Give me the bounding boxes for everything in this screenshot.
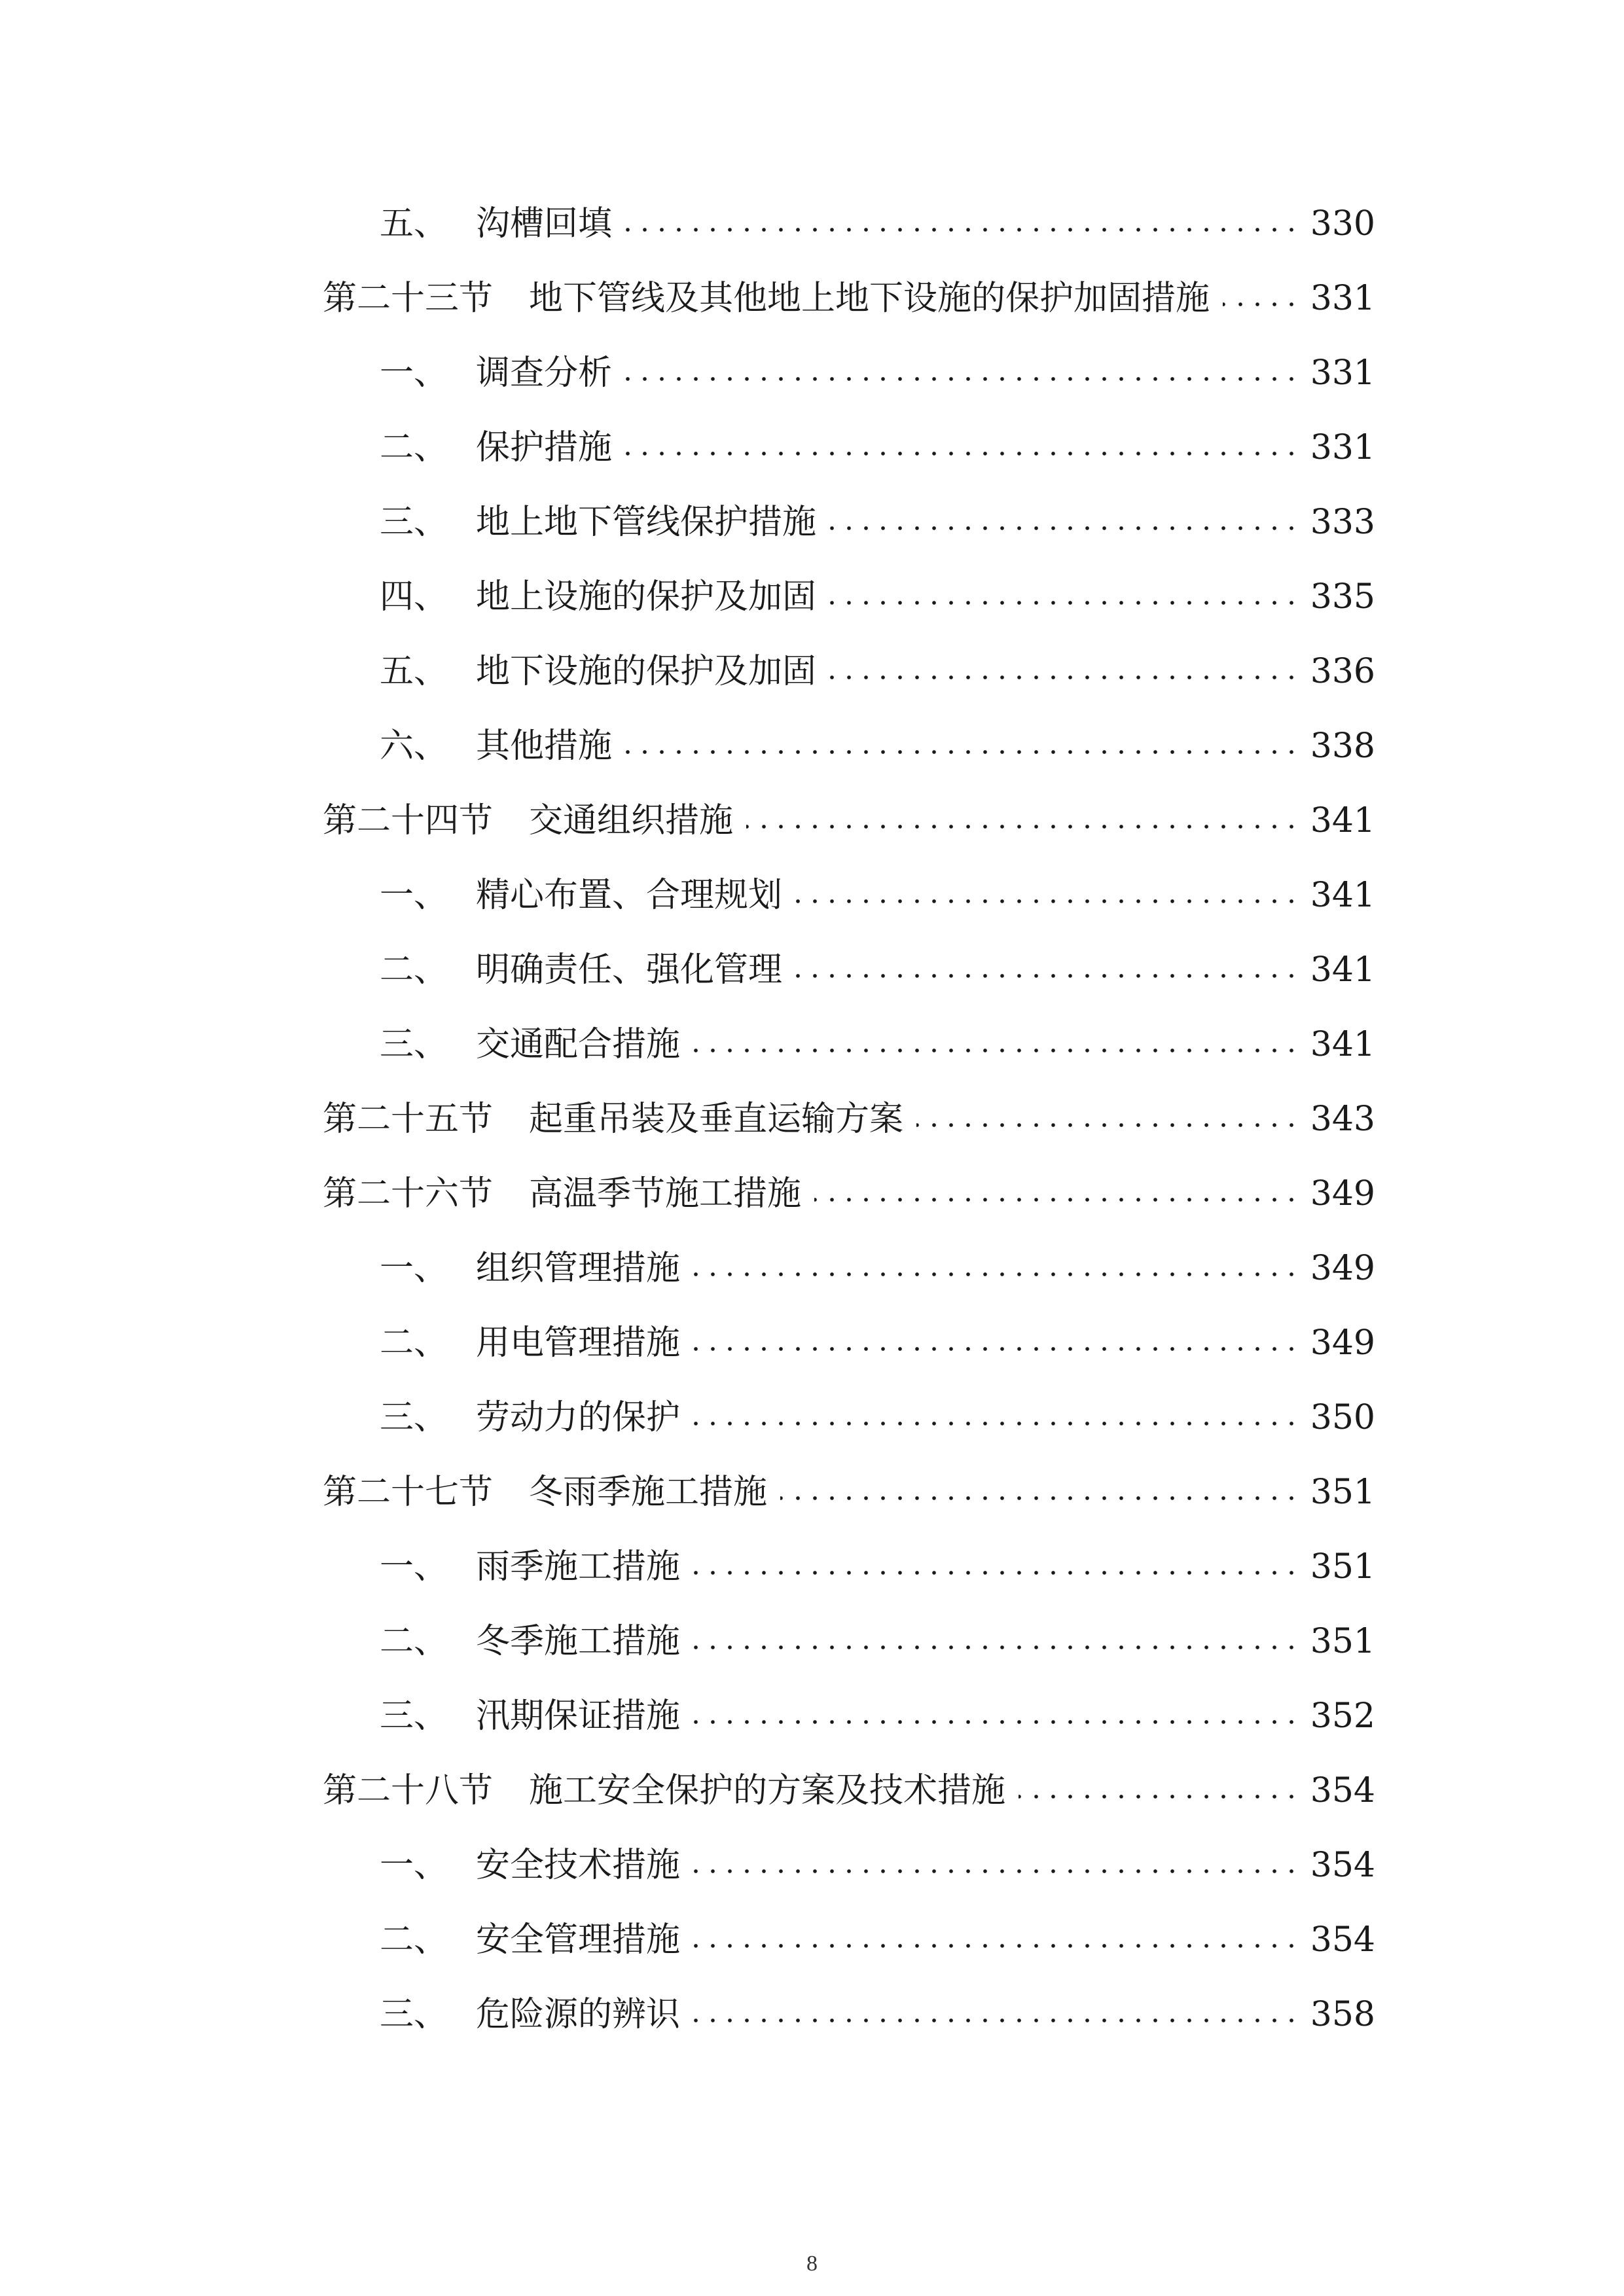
toc-entry-number: 一、 [380, 353, 448, 393]
toc-entry-page: 341 [1310, 1025, 1375, 1064]
toc-entry-title: 安全技术措施 [476, 1846, 681, 1885]
dot-leader [780, 1496, 1300, 1500]
toc-entry-number: 四、 [380, 577, 448, 617]
toc-entry-number: 第二十六节 [323, 1174, 494, 1213]
toc-subsection-entry[interactable] [0, 1604, 1624, 1679]
toc-subsection-entry[interactable] [0, 410, 1624, 485]
toc-entry-page: 343 [1310, 1100, 1375, 1139]
dot-leader [693, 1645, 1300, 1649]
toc-entry-page: 354 [1310, 1771, 1375, 1810]
dot-leader [693, 1272, 1300, 1276]
toc-subsection-entry[interactable] [0, 1530, 1624, 1604]
toc-subsection-entry[interactable] [0, 1828, 1624, 1903]
toc-subsection-entry[interactable] [0, 336, 1624, 410]
toc-entry-page: 354 [1310, 1920, 1375, 1960]
toc-entry-page: 351 [1310, 1622, 1375, 1661]
toc-subsection-entry[interactable] [0, 709, 1624, 783]
dot-leader [625, 377, 1300, 381]
toc-entry-title: 精心布置、合理规划 [476, 876, 783, 915]
toc-entry-title: 施工安全保护的方案及技术措施 [529, 1771, 1006, 1810]
toc-entry-number: 二、 [380, 428, 448, 467]
toc-entry-page: 336 [1310, 652, 1375, 691]
toc-entry-number: 三、 [380, 503, 448, 542]
dot-leader [693, 1720, 1300, 1724]
toc-entry-title: 冬雨季施工措施 [529, 1473, 768, 1512]
toc-entry-page: 350 [1310, 1398, 1375, 1437]
dot-leader [693, 1049, 1300, 1052]
toc-section-entry[interactable] [0, 783, 1624, 858]
toc-section-entry[interactable] [0, 1082, 1624, 1157]
toc-entry-page: 341 [1310, 801, 1375, 840]
toc-entry-title: 汛期保证措施 [476, 1696, 681, 1736]
dot-leader [625, 452, 1300, 456]
toc-entry-title: 交通配合措施 [476, 1025, 681, 1064]
dot-leader [693, 2018, 1300, 2022]
dot-leader [1223, 302, 1300, 306]
toc-entry-title: 高温季节施工措施 [529, 1174, 802, 1213]
toc-entry-title: 雨季施工措施 [476, 1547, 681, 1587]
dot-leader [693, 1869, 1300, 1873]
dot-leader [693, 1571, 1300, 1575]
toc-entry-title: 冬季施工措施 [476, 1622, 681, 1661]
dot-leader [795, 974, 1300, 978]
toc-entry-title: 明确责任、强化管理 [476, 950, 783, 990]
toc-entry-title: 组织管理措施 [476, 1249, 681, 1288]
toc-entry-number: 五、 [380, 652, 448, 691]
toc-entry-number: 一、 [380, 1249, 448, 1288]
toc-subsection-entry[interactable] [0, 634, 1624, 709]
toc-entry-number: 第二十三节 [323, 279, 494, 318]
toc-entry-number: 一、 [380, 1846, 448, 1885]
dot-leader [814, 1198, 1300, 1202]
toc-entry-number: 第二十七节 [323, 1473, 494, 1512]
toc-entry-page: 338 [1310, 726, 1375, 766]
toc-entry-page: 354 [1310, 1846, 1375, 1885]
dot-leader [693, 1422, 1300, 1426]
toc-entry-number: 六、 [380, 726, 448, 766]
toc-entry-page: 330 [1310, 204, 1375, 243]
toc-subsection-entry[interactable] [0, 485, 1624, 560]
toc-entry-title: 沟槽回填 [476, 204, 613, 243]
toc-entry-number: 一、 [380, 876, 448, 915]
toc-entry-number: 二、 [380, 1920, 448, 1960]
toc-entry-page: 335 [1310, 577, 1375, 617]
toc-entry-number: 一、 [380, 1547, 448, 1587]
toc-entry-title: 保护措施 [476, 428, 613, 467]
toc-entry-number: 第二十四节 [323, 801, 494, 840]
toc-entry-page: 358 [1310, 1995, 1375, 2034]
toc-entry-number: 三、 [380, 1995, 448, 2034]
toc-entry-number: 三、 [380, 1025, 448, 1064]
toc-entry-page: 351 [1310, 1473, 1375, 1512]
toc-entry-title: 危险源的辨识 [476, 1995, 681, 2034]
page-number: 8 [806, 2251, 818, 2276]
toc-section-entry[interactable] [0, 1753, 1624, 1828]
toc-entry-page: 352 [1310, 1696, 1375, 1736]
toc-entry-page: 341 [1310, 876, 1375, 915]
toc-section-entry[interactable] [0, 1455, 1624, 1530]
toc-entry-number: 第二十五节 [323, 1100, 494, 1139]
toc-subsection-entry[interactable] [0, 1977, 1624, 2052]
dot-leader [1019, 1795, 1300, 1799]
toc-entry-number: 五、 [380, 204, 448, 243]
toc-entry-page: 341 [1310, 950, 1375, 990]
toc-subsection-entry[interactable] [0, 187, 1624, 261]
toc-subsection-entry[interactable] [0, 1007, 1624, 1082]
dot-leader [829, 526, 1300, 530]
toc-entry-title: 地下管线及其他地上地下设施的保护加固措施 [529, 279, 1210, 318]
toc-section-entry[interactable] [0, 1157, 1624, 1231]
toc-section-entry[interactable] [0, 261, 1624, 336]
dot-leader [829, 675, 1300, 679]
toc-entry-title: 交通组织措施 [529, 801, 734, 840]
dot-leader [829, 601, 1300, 605]
toc-entry-title: 其他措施 [476, 726, 613, 766]
toc-subsection-entry[interactable] [0, 1231, 1624, 1306]
toc-entry-title: 起重吊装及垂直运输方案 [529, 1100, 904, 1139]
toc-subsection-entry[interactable] [0, 1903, 1624, 1977]
dot-leader [795, 899, 1300, 903]
toc-entry-number: 三、 [380, 1398, 448, 1437]
toc-entry-page: 349 [1310, 1174, 1375, 1213]
toc-entry-page: 331 [1310, 353, 1375, 393]
toc-entry-title: 地上设施的保护及加固 [476, 577, 817, 617]
dot-leader [693, 1347, 1300, 1351]
toc-entry-number: 三、 [380, 1696, 448, 1736]
toc-entry-page: 331 [1310, 279, 1375, 318]
toc-subsection-entry[interactable] [0, 1679, 1624, 1753]
toc-subsection-entry[interactable] [0, 1380, 1624, 1455]
toc-entry-title: 用电管理措施 [476, 1323, 681, 1363]
toc-entry-page: 333 [1310, 503, 1375, 542]
dot-leader [916, 1123, 1300, 1127]
toc-entry-page: 351 [1310, 1547, 1375, 1587]
toc-entry-page: 349 [1310, 1323, 1375, 1363]
toc-entry-number: 二、 [380, 950, 448, 990]
toc-entry-title: 调查分析 [476, 353, 613, 393]
toc-entry-title: 地下设施的保护及加固 [476, 652, 817, 691]
toc-entry-number: 二、 [380, 1323, 448, 1363]
toc-subsection-entry[interactable] [0, 1306, 1624, 1380]
toc-entry-title: 安全管理措施 [476, 1920, 681, 1960]
toc-entry-title: 地上地下管线保护措施 [476, 503, 817, 542]
toc-entry-page: 331 [1310, 428, 1375, 467]
toc-subsection-entry[interactable] [0, 858, 1624, 933]
toc-subsection-entry[interactable] [0, 933, 1624, 1007]
toc-entry-number: 二、 [380, 1622, 448, 1661]
dot-leader [625, 228, 1300, 232]
toc-entry-page: 349 [1310, 1249, 1375, 1288]
toc-entry-title: 劳动力的保护 [476, 1398, 681, 1437]
dot-leader [693, 1944, 1300, 1948]
toc-subsection-entry[interactable] [0, 560, 1624, 634]
toc-entry-number: 第二十八节 [323, 1771, 494, 1810]
dot-leader [625, 750, 1300, 754]
dot-leader [746, 825, 1300, 829]
